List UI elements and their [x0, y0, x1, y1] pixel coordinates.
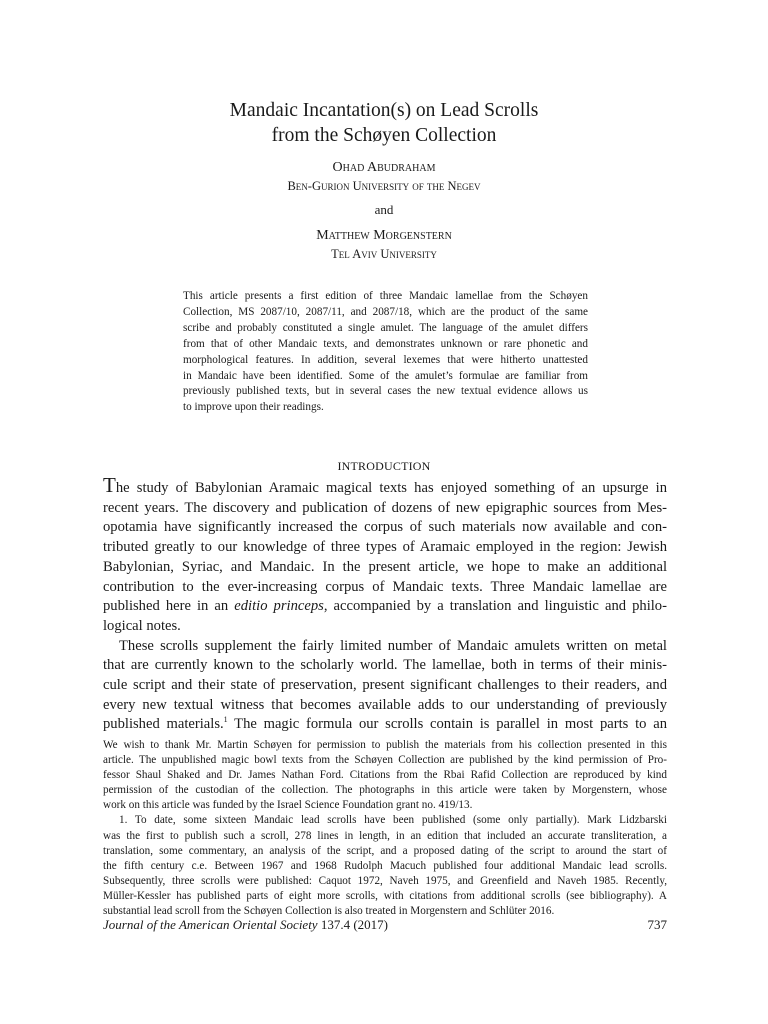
body-line: cule script and their state of preservation, present significant challenges to their readers, and [103, 677, 667, 694]
abstract-line: from that of other Mandaic texts, and demonstrates unknown or rare phonetic and [183, 337, 588, 350]
body-line: These scrolls supplement the fairly limited number of Mandaic amulets written on metal [119, 637, 667, 654]
abstract-line: morphological features. In addition, several lexemes that were hitherto unattested [183, 353, 588, 366]
body-line-text: published materials. [103, 716, 224, 733]
body-line-text: published here in an [103, 598, 235, 615]
body-line-text: he study of Babylonian Aramaic magical texts has enjoyed something of an upsurge in [115, 480, 667, 496]
footnote-line: was the first to publish such a scroll, 278 lines in length, in an edition that included an accurate transliteration, a [103, 829, 667, 842]
body-line: recent years. The discovery and publication of dozens of new epigraphic sources from Mes- [103, 499, 667, 516]
page-footer [103, 917, 667, 933]
journal-name: Journal of the American Oriental Society [103, 917, 318, 932]
footnote-line: fessor Shaul Shaked and Dr. James Nathan Ford. Citations from the Rbai Rafid Collection are reproduced by kind [103, 769, 667, 782]
body-line [103, 473, 667, 499]
footnote-line: translation, some commentary, an analysis of the script, and a proposed dating of the script to around the start of [103, 844, 667, 857]
footnotes [103, 738, 667, 919]
footnote-line: article. The unpublished magic bowl texts from the Schøyen Collection are published by the kind permission of Pro- [103, 754, 667, 767]
body-line [103, 597, 667, 617]
footnote-line: permission of the custodian of the collection. The photographs in this article were taken by Morgenstern, whose [103, 784, 667, 797]
abstract-line: in Mandaic have been identified. Some of the amulet’s formulae are familiar from [183, 369, 588, 382]
body-line: contribution to the ever-increasing corpus of Mandaic texts. Three Mandaic lamellae are [103, 578, 667, 595]
article-title-line-1: Mandaic Incantation(s) on Lead Scrolls [229, 100, 539, 121]
drop-cap: T [103, 473, 116, 497]
abstract-line: to improve upon their readings. [183, 401, 324, 414]
footnote-line: substantial lead scroll from the Schøyen Collection is also treated in Morgenstern and Schlüter 2016. [103, 905, 555, 918]
author-affiliation-2: Tel Aviv University [331, 247, 437, 261]
body-line [103, 715, 667, 735]
body-line: tributed greatly to our knowledge of three types of Aramaic employed in the region: Jewish [103, 539, 667, 556]
footnote-line: the fifth century c.e. Between 1967 and 1968 Rudolph Macuch published four additional Mandaic lead scrolls. [103, 859, 667, 872]
author-conjunction: and [374, 202, 394, 217]
author-name-1: Ohad Abudraham [332, 160, 436, 175]
body-line-text: , accompanied by a translation and linguistic and philo- [323, 598, 667, 615]
body-line: logical notes. [103, 617, 181, 634]
abstract [183, 289, 588, 416]
footnote-line: We wish to thank Mr. Martin Schøyen for permission to publish the materials from his collection presented in this [103, 739, 667, 751]
body-line: every new textual witness that becomes available adds to our understanding of previously [103, 696, 667, 713]
journal-issue: 137.4 (2017) [317, 917, 388, 932]
footnote-line: 1. To date, some sixteen Mandaic lead scrolls have been published (some only partially). Mark Lidzbarski [119, 814, 667, 827]
abstract-line: previously published texts, but in several cases the new textual evidence allows us [183, 385, 588, 398]
body-line-text: The magic formula our scrolls contain is parallel in most parts to an [227, 716, 667, 733]
footnote-line: Subsequently, three scrolls were published: Caquot 1972, Naveh 1975, and Greenfield and Naveh 1985. Recently, [103, 874, 667, 887]
body-line: opotamia have significantly increased the corpus of such materials now available and con- [103, 519, 667, 536]
abstract-line: scribe and probably constituted a single amulet. The language of the amulet differs [183, 321, 588, 334]
page-number: 737 [647, 917, 667, 932]
abstract-line: Collection, MS 2087/10, 2087/11, and 2087/18, which are the product of the same [183, 305, 588, 318]
section-heading: INTRODUCTION [337, 459, 431, 473]
body-line: Babylonian, Syriac, and Mandaic. In the present article, we hope to make an additional [103, 558, 667, 575]
author-name-2: Matthew Morgenstern [316, 228, 452, 243]
abstract-line: This article presents a first edition of three Mandaic lamellae from the Schøyen [183, 290, 588, 302]
footnote-reference[interactable]: 1 [223, 715, 228, 725]
footnote-line: work on this article was funded by the Israel Science Foundation grant no. 419/13. [103, 799, 473, 812]
body-line: that are currently known to the scholarly world. The lamellae, both in terms of their minis- [103, 657, 667, 674]
body-text [103, 473, 667, 735]
article-title-line-2: from the Schøyen Collection [271, 125, 497, 146]
footnote-line: Müller-Kessler has published parts of eight more scrolls, with citations from additional scrolls (see bibliography). A [103, 889, 667, 902]
italic-term: editio princeps [234, 598, 324, 615]
author-affiliation-1: Ben-Gurion University of the Negev [287, 179, 481, 193]
